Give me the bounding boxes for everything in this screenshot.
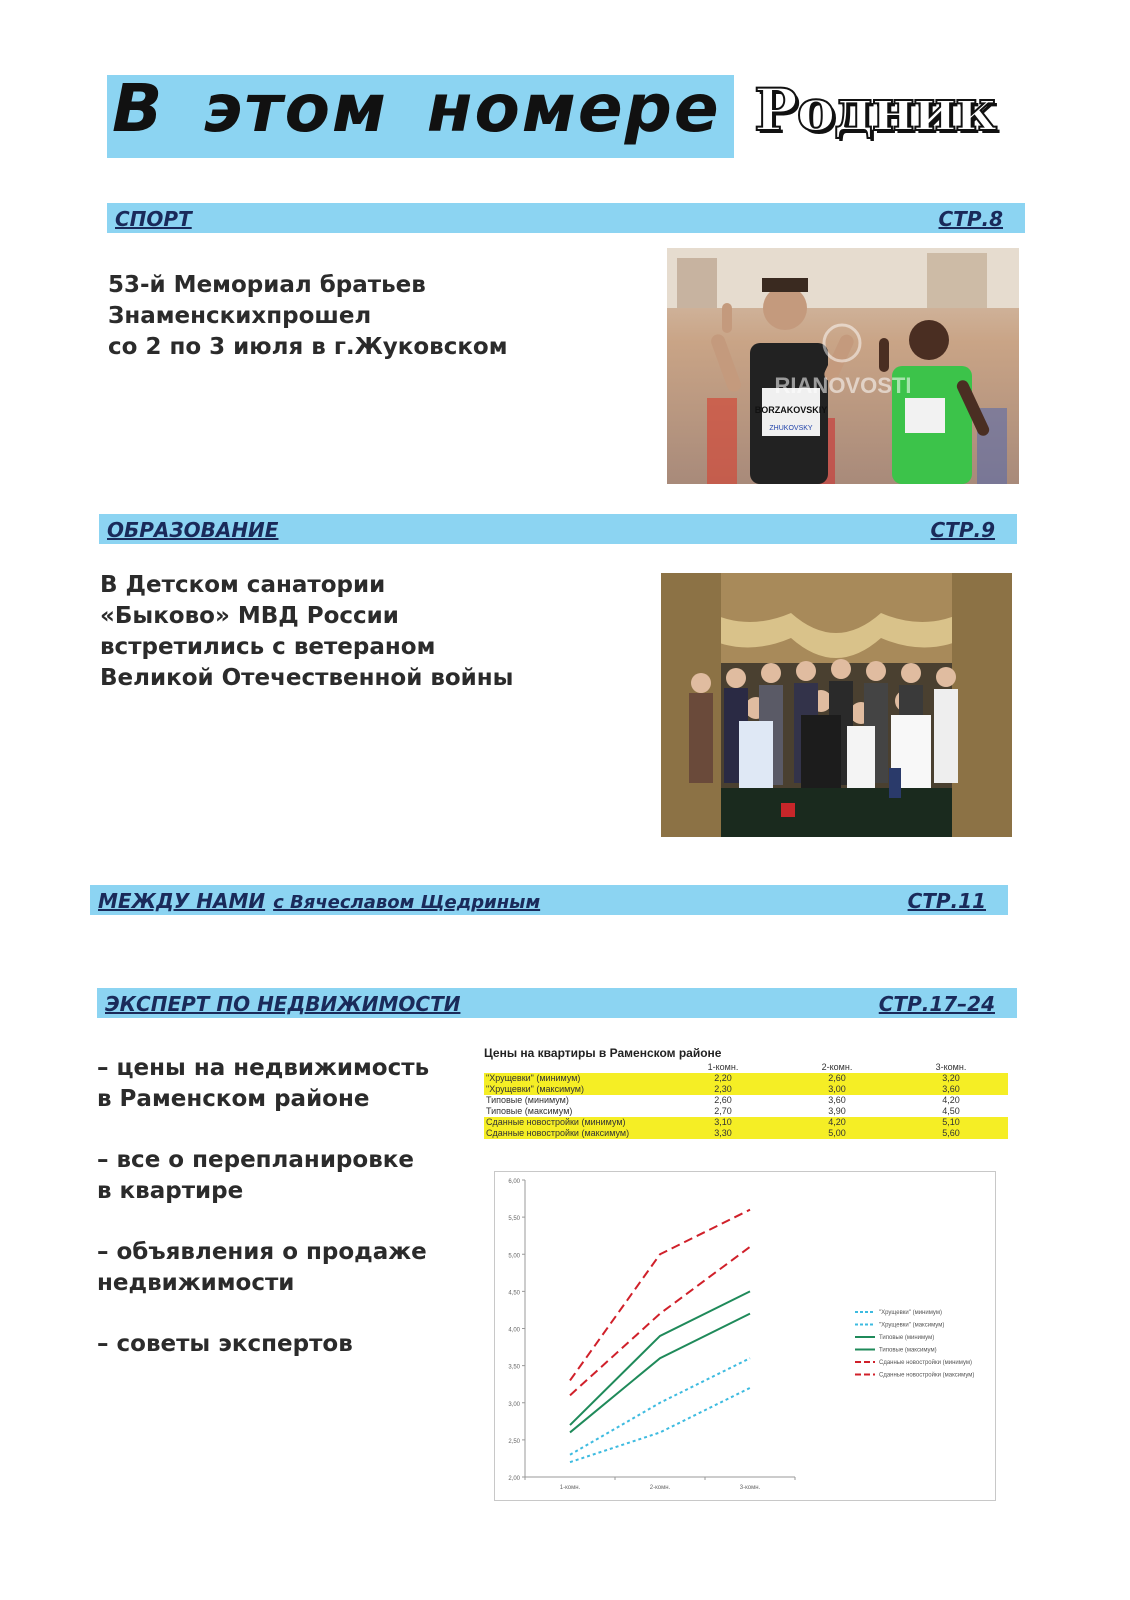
page-link-sport[interactable]: СТР.8 [938,207,1003,231]
section-bar-education [99,514,1017,544]
page-link-education[interactable]: СТР.9 [930,518,995,542]
text-line: – все о перепланировке [97,1147,414,1173]
row-label: Сданные новостройки (максимум) [484,1128,666,1139]
between-us-heading [98,889,540,913]
text-line: в Раменском районе [97,1086,370,1112]
row-label: Типовые (минимум) [486,1095,569,1105]
y-tick-label: 3,50 [508,1364,520,1371]
table-cell: 5,60 [894,1128,1008,1139]
group-photo-image [661,573,1012,837]
table-cell: 5,10 [894,1117,1008,1128]
table-row [484,1117,1008,1128]
sport-photo [667,248,1019,484]
section-bar-sport [107,203,1025,233]
section-link-sport[interactable]: СПОРТ [115,207,192,231]
text-line: встретились с ветераном [100,634,436,660]
section-bar-between-us [90,885,1008,915]
section-bar-expert [97,988,1017,1018]
table-header-cell: 2-комн. [821,1062,853,1072]
text-line: «Быково» МВД России [100,603,399,629]
table-cell: 4,20 [942,1095,960,1105]
table-cell: 2,60 [780,1073,894,1084]
x-tick-label: 2-комн. [649,1485,671,1491]
section-link-between-us[interactable]: МЕЖДУ НАМИ [98,889,266,913]
y-tick-label: 4,00 [508,1327,520,1334]
table-cell: 3,00 [780,1084,894,1095]
series-line [570,1247,750,1396]
text-line: Знаменскихпрошел [108,303,372,329]
column-author: с Вячеславом Щедриным [273,892,541,913]
x-tick-label: 3-комн. [739,1485,761,1491]
text-line: В Детском санатории [100,572,386,598]
section-link-education[interactable]: ОБРАЗОВАНИЕ [107,518,279,542]
table-cell: 3,30 [666,1128,780,1139]
series-line [570,1314,750,1433]
sport-article-text [108,270,508,363]
page-link-between-us[interactable]: СТР.11 [907,889,986,913]
y-tick-label: 6,00 [508,1179,520,1185]
price-table-grid [484,1062,1008,1139]
price-table [484,1046,1008,1139]
table-header-cell [484,1062,666,1073]
table-header-cell: 1-комн. [707,1062,739,1072]
bullet-item [97,1329,429,1360]
education-photo [661,573,1012,837]
table-cell: 3,20 [894,1073,1008,1084]
bullet-item [97,1053,429,1115]
y-tick-label: 4,50 [508,1290,520,1297]
legend-label: Типовые (максимум) [879,1347,937,1354]
legend-label: Типовые (минимум) [879,1335,935,1341]
table-cell: 3,60 [828,1095,846,1105]
series-line [570,1210,750,1381]
watermark: RIANOVOSTI [774,373,912,398]
text-line: – советы экспертов [97,1331,353,1357]
row-label: Сданные новостройки (минимум) [484,1117,666,1128]
text-line: в квартире [97,1178,244,1204]
table-cell: 3,90 [828,1106,846,1116]
bullet-item [97,1145,429,1207]
legend-label: "Хрущевки" (минимум) [879,1310,942,1316]
runners-image [667,248,1019,484]
table-row [484,1084,1008,1095]
y-tick-label: 5,50 [508,1216,520,1223]
row-label: "Хрущевки" (максимум) [484,1084,666,1095]
text-line: недвижимости [97,1270,295,1296]
text-line: Великой Отечественной войны [100,665,514,691]
table-row [484,1128,1008,1139]
row-label: "Хрущевки" (минимум) [484,1073,666,1084]
newspaper-logo: Родник [754,76,997,144]
page-title: В этом номере [112,70,721,147]
legend-label: "Хрущевки" (максимум) [879,1322,945,1329]
price-line-chart [494,1171,996,1501]
y-tick-label: 2,00 [508,1476,520,1482]
table-cell: 5,00 [780,1128,894,1139]
table-header-cell: 3-комн. [935,1062,967,1072]
table-cell: 2,70 [714,1106,732,1116]
bib-text-2: ZHUKOVSKY [769,425,813,432]
page-link-expert[interactable]: СТР.17–24 [878,992,995,1016]
price-table-title: Цены на квартиры в Раменском районе [484,1046,722,1060]
row-label: Типовые (максимум) [486,1106,573,1116]
bib-text: BORZAKOVSKIY [754,405,828,415]
legend-label: Сданные новостройки (минимум) [879,1360,973,1366]
y-tick-label: 5,00 [508,1253,520,1260]
expert-bullet-list [97,1053,429,1390]
text-line: 53-й Мемориал братьев [108,272,426,298]
table-cell: 4,50 [942,1106,960,1116]
y-tick-label: 2,50 [508,1438,520,1445]
section-link-expert[interactable]: ЭКСПЕРТ ПО НЕДВИЖИМОСТИ [105,992,461,1016]
table-cell: 2,20 [666,1073,780,1084]
y-tick-label: 3,00 [508,1401,520,1408]
table-cell: 4,20 [780,1117,894,1128]
series-line [570,1358,750,1455]
text-line: – объявления о продаже [97,1239,427,1265]
table-cell: 2,60 [714,1095,732,1105]
text-line: – цены на недвижимость [97,1055,430,1081]
table-cell: 3,10 [666,1117,780,1128]
table-row [484,1095,1008,1106]
table-header-row [484,1062,1008,1073]
education-article-text [100,570,513,694]
table-row [484,1106,1008,1117]
bullet-item [97,1237,429,1299]
table-cell: 2,30 [666,1084,780,1095]
table-row [484,1073,1008,1084]
table-cell: 3,60 [894,1084,1008,1095]
text-line: со 2 по 3 июля в г.Жуковском [108,334,508,360]
legend-label: Сданные новостройки (максимум) [879,1372,975,1379]
chart-canvas [495,1172,995,1500]
x-tick-label: 1-комн. [559,1485,581,1491]
